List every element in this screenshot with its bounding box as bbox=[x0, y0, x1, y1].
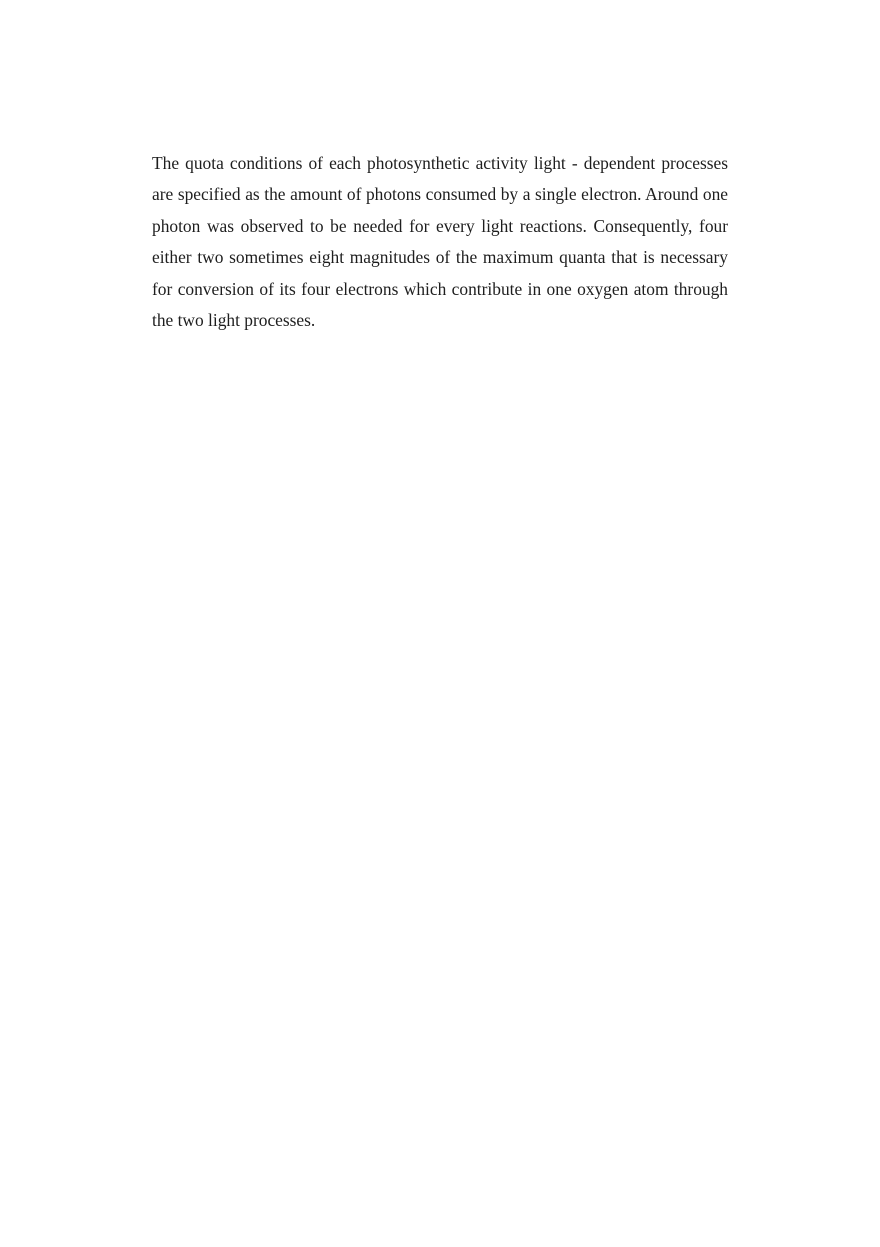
body-paragraph: The quota conditions of each photosynthetic activity light - dependent processes are specified as the amount of photons consumed by a single electron. Around one photon was observed to be needed for every light reactions. Consequently, four either two sometimes eight magnitudes of the maximum quanta that is necessary for conversion of its four electrons which contribute in one oxygen atom through the two light processes. bbox=[152, 153, 728, 331]
